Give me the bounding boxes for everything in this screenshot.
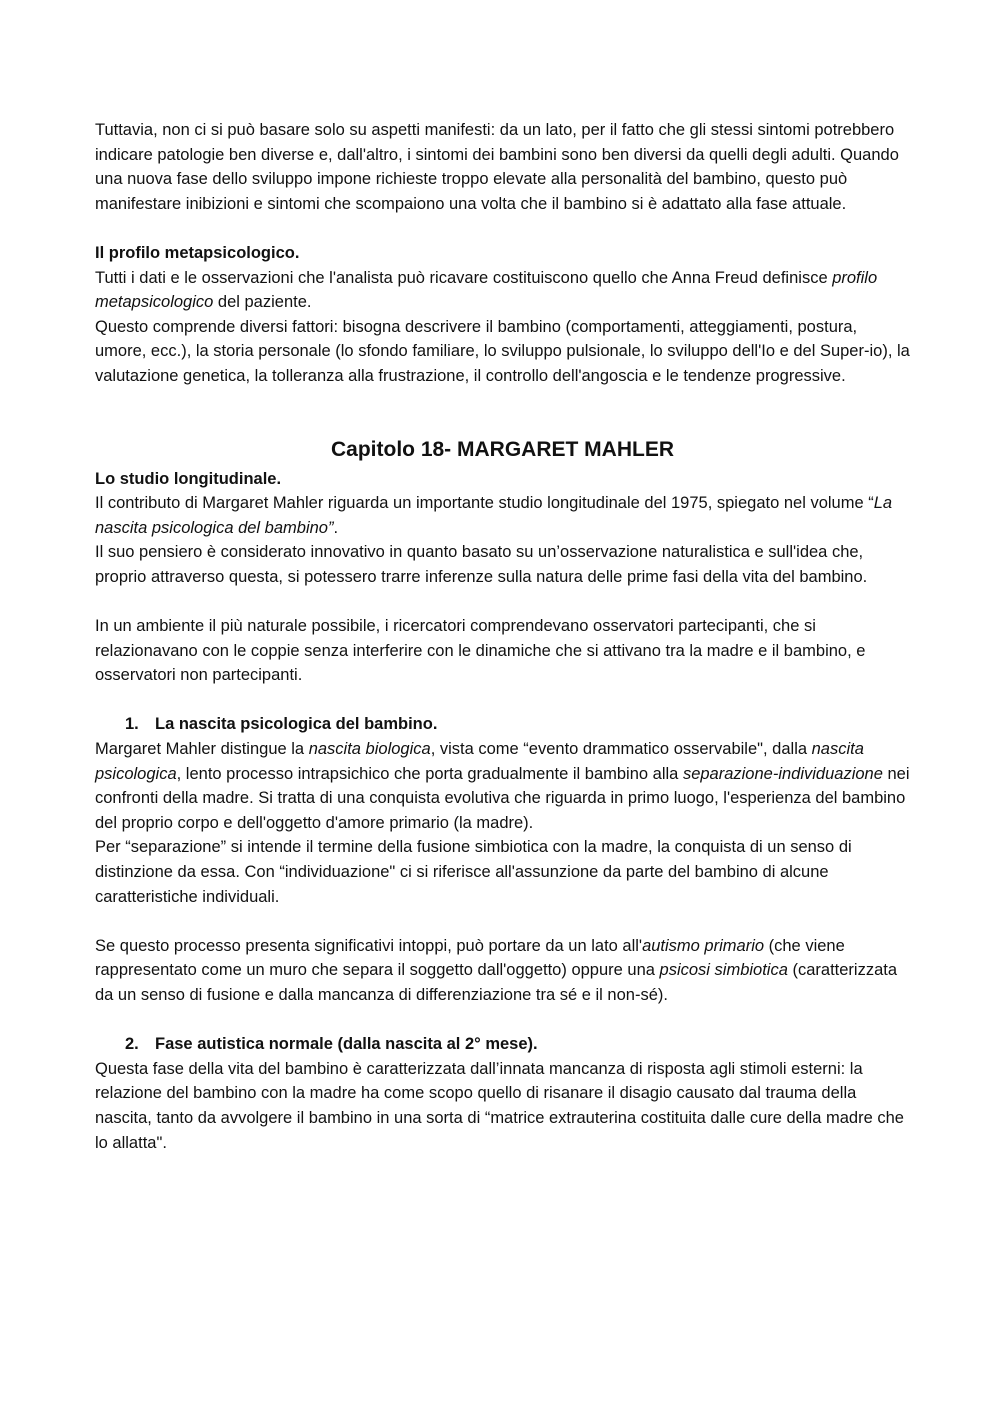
heading-nascita-psicologica: 1. La nascita psicologica del bambino. xyxy=(125,715,438,734)
document-page xyxy=(95,118,910,1155)
paragraph-process-obstacles: Se questo processo presenta significativi intoppi, può portare da un lato all'autismo primario (che viene rappresentato come un muro che separa il soggetto dall'oggetto) oppure una psicosi simbiotica (caratterizzata da un senso di fusione e dalla mancanza di differenziazione tra sé e il non-sé). xyxy=(95,936,898,1004)
paragraph-profilo-definition: Tutti i dati e le osservazioni che l'analista può ricavare costituiscono quello che Anna Freud definisce profilo metapsicologico del paziente. xyxy=(95,268,878,312)
paragraph-mahler-contribution: Il contributo di Margaret Mahler riguarda un importante studio longitudinale del 1975, spiegato nel volume “La nascita psicologica del bambino”. xyxy=(95,494,893,537)
paragraph-fase-autistica: Questa fase della vita del bambino è caratterizzata dall’innata mancanza di risposta agli stimoli esterni: la relazione del bambino con la madre ha come scopo quello di risanare il disagio causato dal trauma della nascita, tanto da avvolgere il bambino in una sorta di “matrice extrauterina costituita dalle cure della madre che lo allatta". xyxy=(95,1059,904,1152)
heading-studio-longitudinale: Lo studio longitudinale. xyxy=(95,469,282,488)
paragraph-manifest-symptoms: Tuttavia, non ci si può basare solo su aspetti manifesti: da un lato, per il fatto che gli stessi sintomi potrebbero indicare patologie ben diverse e, dall'altro, i sintomi dei bambini sono ben diversi da quelli degli adulti. Quando una nuova fase dello sviluppo impone richieste troppo elevate alla personalità del bambino, questo può manifestare inibizioni e sintomi che scompaiono una volta che il bambino si è adattato alla fase attuale. xyxy=(95,121,899,213)
chapter-title: Capitolo 18- MARGARET MAHLER xyxy=(331,437,674,461)
paragraph-separation-individuation: Per “separazione” si intende il termine della fusione simbiotica con la madre, la conquista di un senso di distinzione da essa. Con “individuazione" ci si riferisce all'assunzione da parte del bambino di alcune caratteristiche individuali. xyxy=(95,838,852,906)
paragraph-profilo-factors: Questo comprende diversi fattori: bisogna descrivere il bambino (comportamenti, atteggiamenti, postura, umore, ecc.), la storia personale (lo sfondo familiare, lo sviluppo pulsionale, lo sviluppo dell'Io e del Super-io), la valutazione genetica, la tolleranza alla frustrazione, il controllo dell'angoscia e le tendenze progressive. xyxy=(95,317,910,385)
heading-profilo-metapsicologico: Il profilo metapsicologico. xyxy=(95,243,300,262)
heading-fase-autistica: 2. Fase autistica normale (dalla nascita al 2° mese). xyxy=(125,1035,538,1054)
paragraph-observers: In un ambiente il più naturale possibile, i ricercatori comprendevano osservatori partecipanti, che si relazionavano con le coppie senza interferire con le dinamiche che si attivano tra la madre e il bambino, e osservatori non partecipanti. xyxy=(95,617,866,685)
paragraph-biological-vs-psychological-birth: Margaret Mahler distingue la nascita biologica, vista come “evento drammatico osservabile", dalla nascita psicologica, lento processo intrapsichico che porta gradualmente il bambino alla separazione-individuazione nei confronti della madre. Si tratta di una conquista evolutiva che riguarda in primo luogo, l'esperienza del bambino del proprio corpo e dell'oggetto d'amore primario (la madre). xyxy=(95,740,910,832)
paragraph-naturalistic-observation: Il suo pensiero è considerato innovativo in quanto basato su un’osservazione naturalistica e sull'idea che, proprio attraverso questa, si potessero trarre inferenze sulla natura delle prime fasi della vita del bambino. xyxy=(95,543,868,586)
